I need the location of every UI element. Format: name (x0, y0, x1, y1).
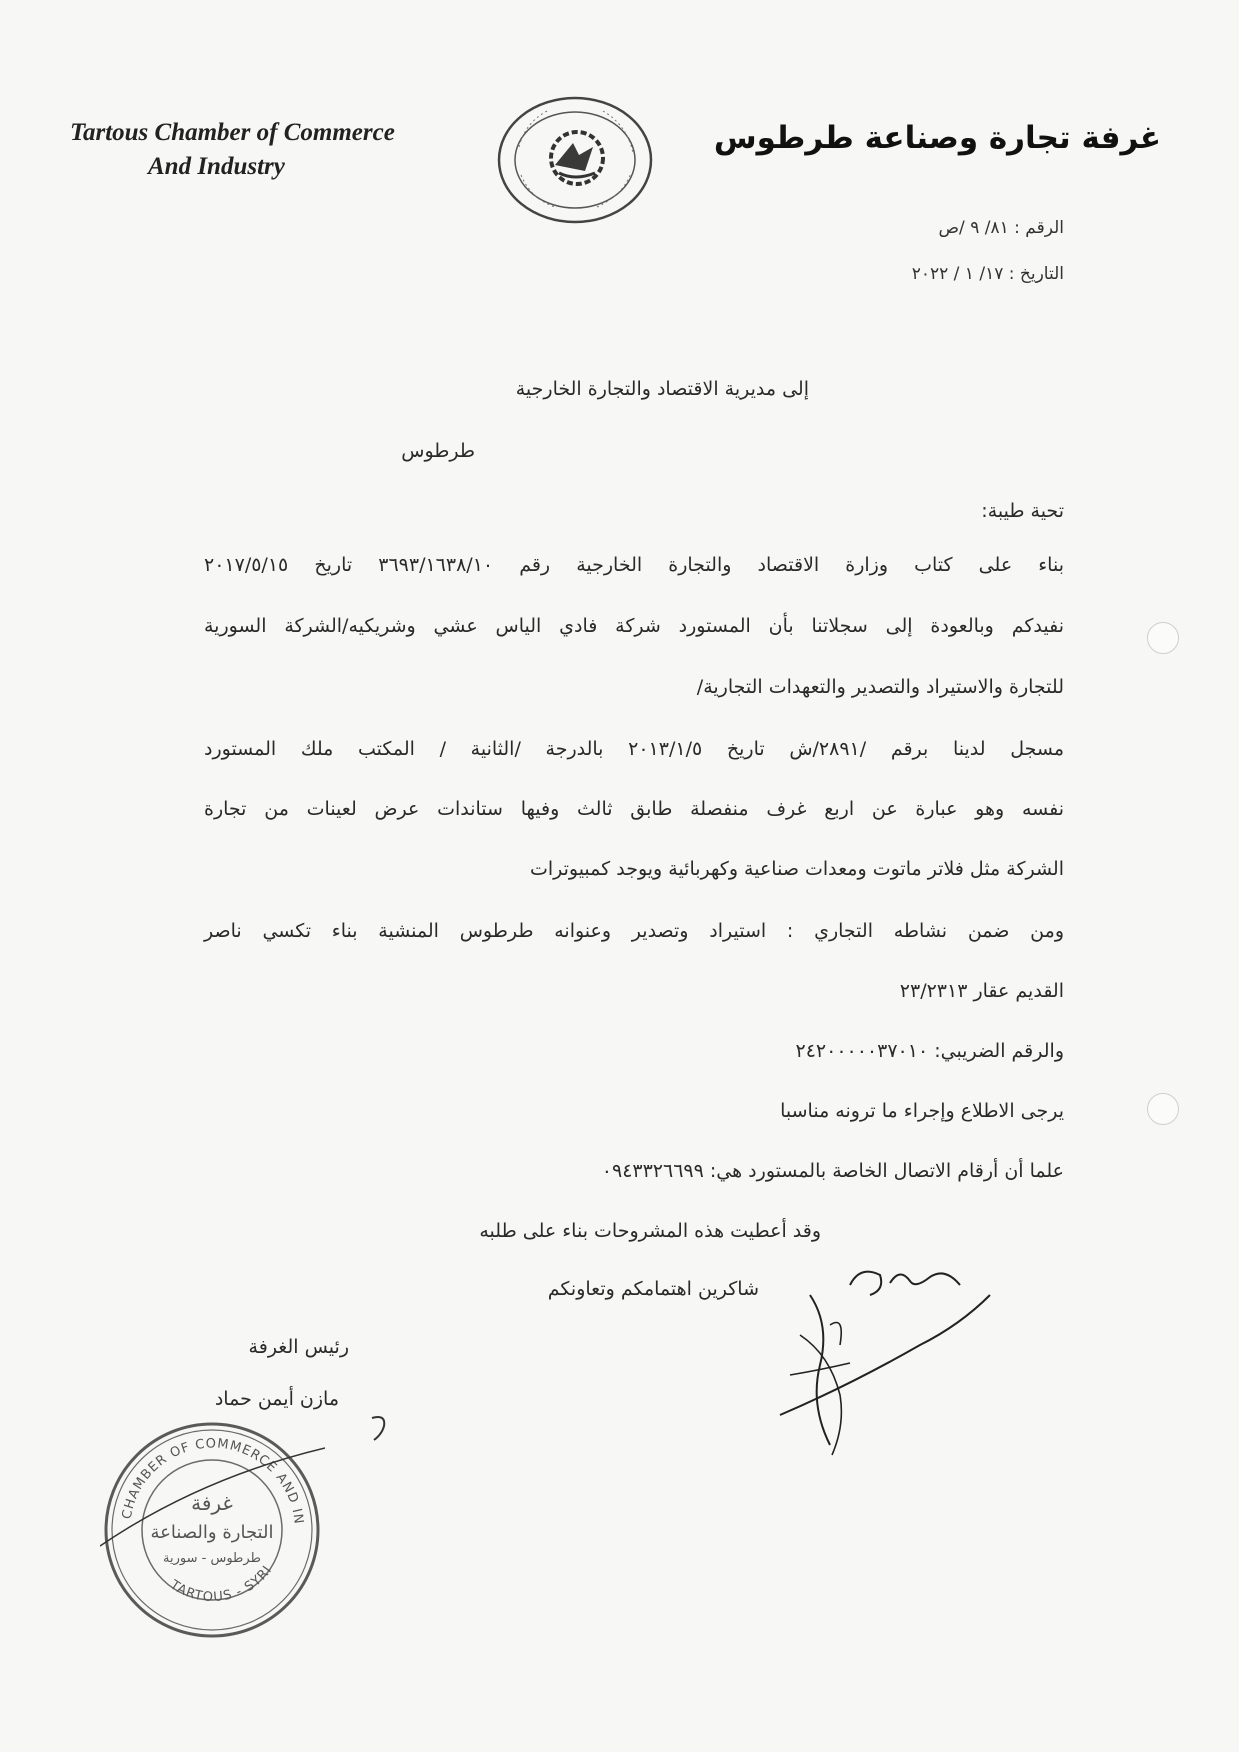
body-line: يرجى الاطلاع وإجراء ما ترونه مناسبا (780, 1100, 1064, 1122)
body-line: ومن ضمن نشاطه التجاري : استيراد وتصدير وعنوانه طرطوس المنشية بناء تكسي ناصر (204, 920, 1064, 942)
greeting: تحية طيبة: (981, 500, 1064, 522)
stamp-inner-line1: غرفة (191, 1491, 233, 1515)
body-line: للتجارة والاستيراد والتصدير والتعهدات التجارية/ (696, 676, 1064, 698)
signature-mark (366, 1410, 396, 1452)
body-line: علما أن أرقام الاتصال الخاصة بالمستورد هي: ٠٩٤٣٣٢٦٦٩٩ (601, 1160, 1064, 1182)
stamp-inner-line2: التجارة والصناعة (150, 1522, 274, 1543)
stamp-outer-top: CHAMBER OF COMMERCE AND IN (119, 1436, 306, 1526)
punch-hole (1147, 622, 1179, 654)
body-line: نفيدكم وبالعودة إلى سجلاتنا بأن المستورد شركة فادي الياس عشي وشريكيه/الشركة السورية (204, 615, 1064, 637)
reference-number (939, 218, 1065, 238)
chamber-logo (495, 95, 655, 225)
punch-hole (1147, 1093, 1179, 1125)
signatory-name: مازن أيمن حماد (214, 1388, 339, 1410)
english-name-line2: And Industry (148, 153, 285, 180)
body-line: وقد أعطيت هذه المشروحات بناء على طلبه (479, 1220, 821, 1242)
reference-date-value: ١٧/ ١ / ٢٠٢٢ (911, 264, 1004, 284)
reference-number-label: الرقم : (1014, 218, 1064, 238)
body-line: بناء على كتاب وزارة الاقتصاد والتجارة الخارجية رقم ٣٦٩٣/١٦٣٨/١٠ تاريخ ٢٠١٧/٥/١٥ (204, 554, 1064, 576)
recipient-line2: طرطوس (401, 440, 475, 462)
official-stamp (100, 1418, 325, 1643)
reference-date-label: التاريخ : (1008, 264, 1064, 284)
reference-date (912, 264, 1064, 284)
stamp-outer-bottom: TARTOUS - SYRI (167, 1562, 276, 1606)
handwritten-signature (770, 1255, 1000, 1465)
english-name-line1: Tartous Chamber of Commerce (70, 119, 395, 146)
body-line: القديم عقار ٢٣/٢٣١٣ (899, 980, 1064, 1002)
arabic-letterhead: غرفة تجارة وصناعة طرطوس (713, 120, 1161, 156)
signatory-title: رئيس الغرفة (248, 1336, 349, 1358)
reference-number-value: ٨١/ ٩ /ص (938, 218, 1009, 238)
recipient-line1: إلى مديرية الاقتصاد والتجارة الخارجية (515, 378, 809, 400)
body-line: الشركة مثل فلاتر ماتوت ومعدات صناعية وكهربائية ويوجد كمبيوترات (529, 858, 1064, 880)
body-line: والرقم الضريبي: ٢٤٢٠٠٠٠٠٣٧٠١٠ (795, 1040, 1064, 1062)
body-line: مسجل لدينا برقم /٢٨٩١/ش تاريخ ٢٠١٣/١/٥ بالدرجة /الثانية / المكتب ملك المستورد (204, 738, 1064, 760)
body-line: نفسه وهو عبارة عن اربع غرف منفصلة طابق ثالث وفيها ستاندات عرض لعينات من تجارة (204, 798, 1064, 820)
closing-line: شاكرين اهتمامكم وتعاونكم (547, 1278, 759, 1300)
stamp-inner-line3: طرطوس - سورية (163, 1551, 261, 1566)
english-letterhead (70, 116, 430, 184)
